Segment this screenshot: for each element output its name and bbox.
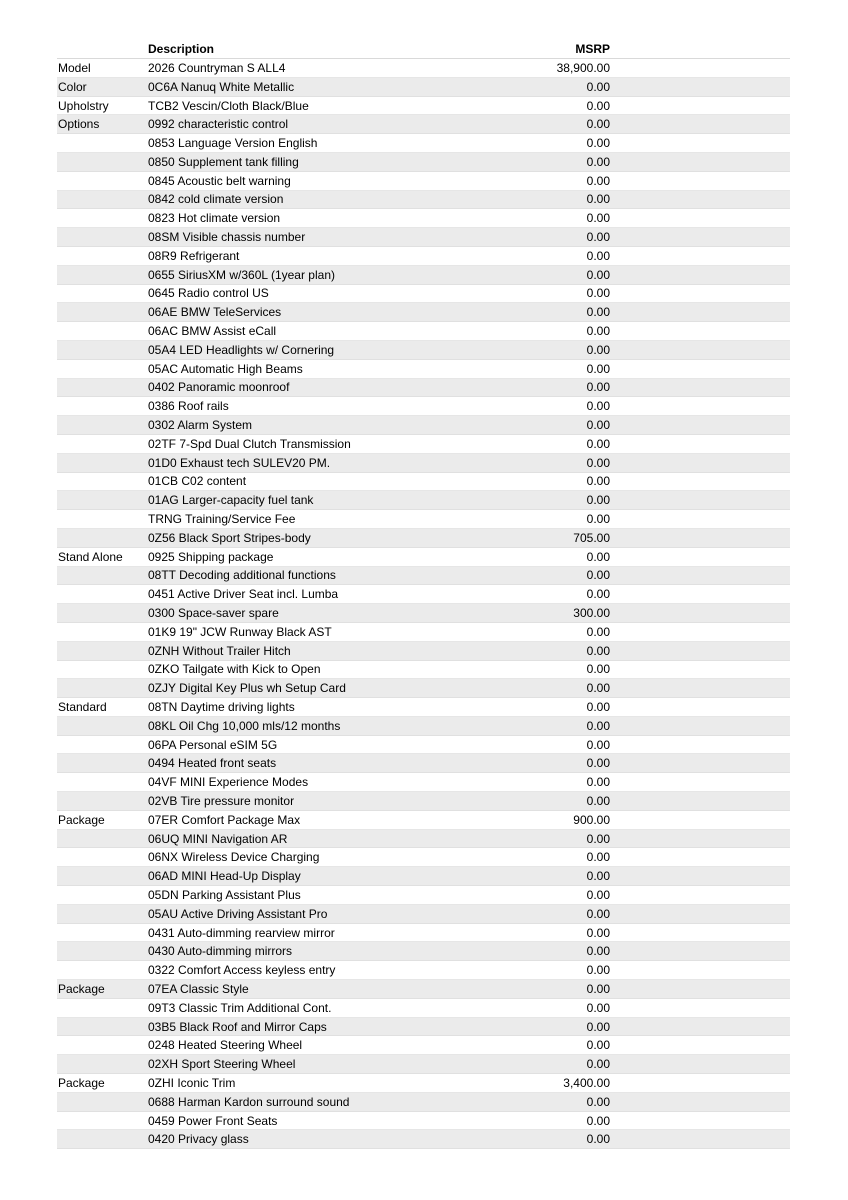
description-cell: 0853 Language Version English	[148, 136, 318, 151]
description-cell: 06AC BMW Assist eCall	[148, 324, 277, 339]
msrp-cell: 0.00	[586, 154, 610, 169]
description-cell: 0ZKO Tailgate with Kick to Open	[148, 662, 321, 677]
table-row	[57, 266, 790, 285]
description-cell: 0300 Space-saver spare	[148, 606, 279, 621]
table-row	[57, 886, 790, 905]
table-row	[57, 191, 790, 210]
msrp-cell: 900.00	[573, 812, 610, 827]
table-row	[57, 303, 790, 322]
category-cell: Stand Alone	[58, 549, 123, 564]
category-cell: Model	[58, 60, 91, 75]
description-cell: 0823 Hot climate version	[148, 211, 281, 226]
table-row	[57, 209, 790, 228]
msrp-cell: 0.00	[586, 361, 610, 376]
description-cell: 08KL Oil Chg 10,000 mls/12 months	[148, 718, 341, 733]
msrp-cell: 0.00	[586, 1038, 610, 1053]
table-row	[57, 1036, 790, 1055]
description-cell: 0302 Alarm System	[148, 418, 253, 433]
description-cell: 0248 Heated Steering Wheel	[148, 1038, 303, 1053]
table-row	[57, 1130, 790, 1149]
msrp-cell: 0.00	[586, 418, 610, 433]
msrp-cell: 0.00	[586, 925, 610, 940]
msrp-cell: 0.00	[586, 775, 610, 790]
table-row	[57, 848, 790, 867]
description-cell: 0ZJY Digital Key Plus wh Setup Card	[148, 681, 346, 696]
table-row	[57, 59, 790, 78]
msrp-cell: 0.00	[586, 117, 610, 132]
msrp-cell: 0.00	[586, 1132, 610, 1147]
table-row	[57, 642, 790, 661]
msrp-cell: 0.00	[586, 324, 610, 339]
description-cell: 0430 Auto-dimming mirrors	[148, 944, 293, 959]
msrp-cell: 0.00	[586, 568, 610, 583]
description-cell: 0992 characteristic control	[148, 117, 289, 132]
table-row	[57, 905, 790, 924]
description-cell: 05AC Automatic High Beams	[148, 361, 303, 376]
description-cell: 07ER Comfort Package Max	[148, 812, 301, 827]
msrp-cell: 0.00	[586, 831, 610, 846]
table-row	[57, 379, 790, 398]
msrp-cell: 0.00	[586, 587, 610, 602]
description-cell: 0688 Harman Kardon surround sound	[148, 1094, 350, 1109]
description-cell: 0850 Supplement tank filling	[148, 154, 299, 169]
table-row	[57, 78, 790, 97]
table-row	[57, 585, 790, 604]
msrp-cell: 0.00	[586, 136, 610, 151]
table-row	[57, 661, 790, 680]
table-row	[57, 134, 790, 153]
description-cell: 01AG Larger-capacity fuel tank	[148, 493, 314, 508]
description-cell: 06UQ MINI Navigation AR	[148, 831, 288, 846]
table-row	[57, 999, 790, 1018]
description-cell: 0845 Acoustic belt warning	[148, 173, 291, 188]
msrp-cell: 0.00	[586, 906, 610, 921]
table-row	[57, 792, 790, 811]
description-cell: 0420 Privacy glass	[148, 1132, 249, 1147]
msrp-cell: 3,400.00	[563, 1075, 610, 1090]
msrp-cell: 0.00	[586, 1000, 610, 1015]
msrp-cell: 0.00	[586, 305, 610, 320]
msrp-cell: 0.00	[586, 887, 610, 902]
msrp-cell: 0.00	[586, 512, 610, 527]
description-cell: 08TN Daytime driving lights	[148, 700, 295, 714]
table-row	[57, 454, 790, 473]
description-cell: 05AU Active Driving Assistant Pro	[148, 906, 328, 921]
category-cell: Package	[58, 981, 105, 996]
msrp-cell: 0.00	[586, 493, 610, 508]
table-row	[57, 754, 790, 773]
category-cell: Upholstry	[58, 98, 109, 113]
description-cell: 0494 Heated front seats	[148, 756, 277, 771]
msrp-cell: 0.00	[586, 1094, 610, 1109]
category-cell: Standard	[58, 700, 107, 714]
category-cell: Color	[58, 79, 87, 94]
table-row	[57, 924, 790, 943]
table-row	[57, 97, 790, 116]
msrp-cell: 0.00	[586, 662, 610, 677]
table-row	[57, 567, 790, 586]
msrp-cell: 0.00	[586, 793, 610, 808]
description-cell: 06AE BMW TeleServices	[148, 305, 282, 320]
description-cell: 07EA Classic Style	[148, 981, 249, 996]
description-cell: 08SM Visible chassis number	[148, 230, 306, 245]
category-cell: Options	[58, 117, 100, 132]
msrp-cell: 0.00	[586, 1057, 610, 1072]
table-row	[57, 548, 790, 567]
table-row	[57, 510, 790, 529]
description-cell: 0842 cold climate version	[148, 192, 284, 207]
msrp-cell: 38,900.00	[556, 60, 610, 75]
msrp-cell: 0.00	[586, 718, 610, 733]
description-cell: 06AD MINI Head-Up Display	[148, 869, 301, 884]
table-row	[57, 360, 790, 379]
table-row	[57, 247, 790, 266]
msrp-cell: 0.00	[586, 737, 610, 752]
description-cell: 0386 Roof rails	[148, 399, 229, 414]
table-row	[57, 416, 790, 435]
table-row	[57, 698, 790, 717]
description-column-header: Description	[148, 42, 215, 56]
description-cell: 01CB C02 content	[148, 474, 247, 489]
msrp-cell: 0.00	[586, 436, 610, 451]
msrp-cell: 0.00	[586, 981, 610, 996]
table-row	[57, 811, 790, 830]
msrp-cell: 0.00	[586, 342, 610, 357]
pricing-table	[57, 40, 790, 1149]
description-cell: 02VB Tire pressure monitor	[148, 793, 295, 808]
table-row	[57, 322, 790, 341]
description-cell: 0645 Radio control US	[148, 286, 269, 301]
table-row	[57, 172, 790, 191]
table-row	[57, 1018, 790, 1037]
description-cell: 01K9 19" JCW Runway Black AST	[148, 624, 332, 639]
msrp-cell: 0.00	[586, 756, 610, 771]
table-row	[57, 942, 790, 961]
msrp-cell: 0.00	[586, 248, 610, 263]
msrp-cell: 0.00	[586, 643, 610, 658]
table-row	[57, 867, 790, 886]
description-cell: 0431 Auto-dimming rearview mirror	[148, 925, 335, 940]
table-row	[57, 473, 790, 492]
msrp-cell: 0.00	[586, 869, 610, 884]
description-cell: 0451 Active Driver Seat incl. Lumba	[148, 587, 339, 602]
description-cell: 02TF 7-Spd Dual Clutch Transmission	[148, 436, 351, 451]
msrp-cell: 0.00	[586, 549, 610, 564]
table-row	[57, 717, 790, 736]
description-cell: 0459 Power Front Seats	[148, 1113, 278, 1128]
description-cell: 01D0 Exhaust tech SULEV20 PM.	[148, 455, 331, 470]
table-row	[57, 1074, 790, 1093]
description-cell: TRNG Training/Service Fee	[148, 512, 296, 527]
table-row	[57, 773, 790, 792]
table-row	[57, 1093, 790, 1112]
description-cell: 04VF MINI Experience Modes	[148, 775, 309, 790]
table-row	[57, 679, 790, 698]
msrp-cell: 705.00	[573, 530, 610, 545]
msrp-cell: 0.00	[586, 98, 610, 113]
description-cell: 0655 SiriusXM w/360L (1year plan)	[148, 267, 335, 282]
msrp-column-header: MSRP	[575, 42, 610, 56]
msrp-cell: 0.00	[586, 380, 610, 395]
msrp-cell: 0.00	[586, 474, 610, 489]
msrp-cell: 0.00	[586, 1113, 610, 1128]
description-cell: 08R9 Refrigerant	[148, 248, 240, 263]
description-cell: 0402 Panoramic moonroof	[148, 380, 290, 395]
table-row	[57, 153, 790, 172]
table-row	[57, 529, 790, 548]
msrp-cell: 0.00	[586, 700, 610, 714]
table-row	[57, 435, 790, 454]
table-row	[57, 1112, 790, 1131]
description-cell: 0ZNH Without Trailer Hitch	[148, 643, 291, 658]
description-cell: 09T3 Classic Trim Additional Cont.	[148, 1000, 332, 1015]
table-row	[57, 341, 790, 360]
category-cell: Package	[58, 812, 105, 827]
msrp-cell: 0.00	[586, 399, 610, 414]
description-cell: 02XH Sport Steering Wheel	[148, 1057, 296, 1072]
pricing-table-body	[57, 59, 790, 1149]
msrp-cell: 0.00	[586, 230, 610, 245]
msrp-cell: 0.00	[586, 944, 610, 959]
description-cell: 0Z56 Black Sport Stripes-body	[148, 530, 311, 545]
table-header-row	[57, 40, 790, 59]
description-cell: 06PA Personal eSIM 5G	[148, 737, 278, 752]
description-cell: 0322 Comfort Access keyless entry	[148, 963, 336, 978]
table-row	[57, 604, 790, 623]
msrp-cell: 0.00	[586, 286, 610, 301]
category-cell: Package	[58, 1075, 105, 1090]
msrp-cell: 0.00	[586, 211, 610, 226]
table-row	[57, 397, 790, 416]
table-row	[57, 285, 790, 304]
description-cell: 08TT Decoding additional functions	[148, 568, 336, 583]
table-row	[57, 228, 790, 247]
table-row	[57, 115, 790, 134]
msrp-cell: 0.00	[586, 455, 610, 470]
table-row	[57, 623, 790, 642]
table-row	[57, 980, 790, 999]
msrp-cell: 0.00	[586, 963, 610, 978]
description-cell: 05A4 LED Headlights w/ Cornering	[148, 342, 335, 357]
msrp-cell: 0.00	[586, 192, 610, 207]
description-cell: TCB2 Vescin/Cloth Black/Blue	[148, 98, 309, 113]
table-row	[57, 961, 790, 980]
description-cell: 06NX Wireless Device Charging	[148, 850, 320, 865]
description-cell: 2026 Countryman S ALL4	[148, 60, 286, 75]
description-cell: 05DN Parking Assistant Plus	[148, 887, 301, 902]
msrp-cell: 0.00	[586, 173, 610, 188]
description-cell: 0ZHI Iconic Trim	[148, 1075, 236, 1090]
msrp-cell: 0.00	[586, 1019, 610, 1034]
msrp-cell: 0.00	[586, 850, 610, 865]
table-row	[57, 830, 790, 849]
msrp-cell: 0.00	[586, 681, 610, 696]
description-cell: 0925 Shipping package	[148, 549, 274, 564]
table-row	[57, 1055, 790, 1074]
table-row	[57, 491, 790, 510]
description-cell: 03B5 Black Roof and Mirror Caps	[148, 1019, 327, 1034]
msrp-cell: 0.00	[586, 624, 610, 639]
msrp-cell: 0.00	[586, 267, 610, 282]
description-cell: 0C6A Nanuq White Metallic	[148, 79, 295, 94]
table-row	[57, 736, 790, 755]
msrp-cell: 300.00	[573, 606, 610, 621]
msrp-cell: 0.00	[586, 79, 610, 94]
